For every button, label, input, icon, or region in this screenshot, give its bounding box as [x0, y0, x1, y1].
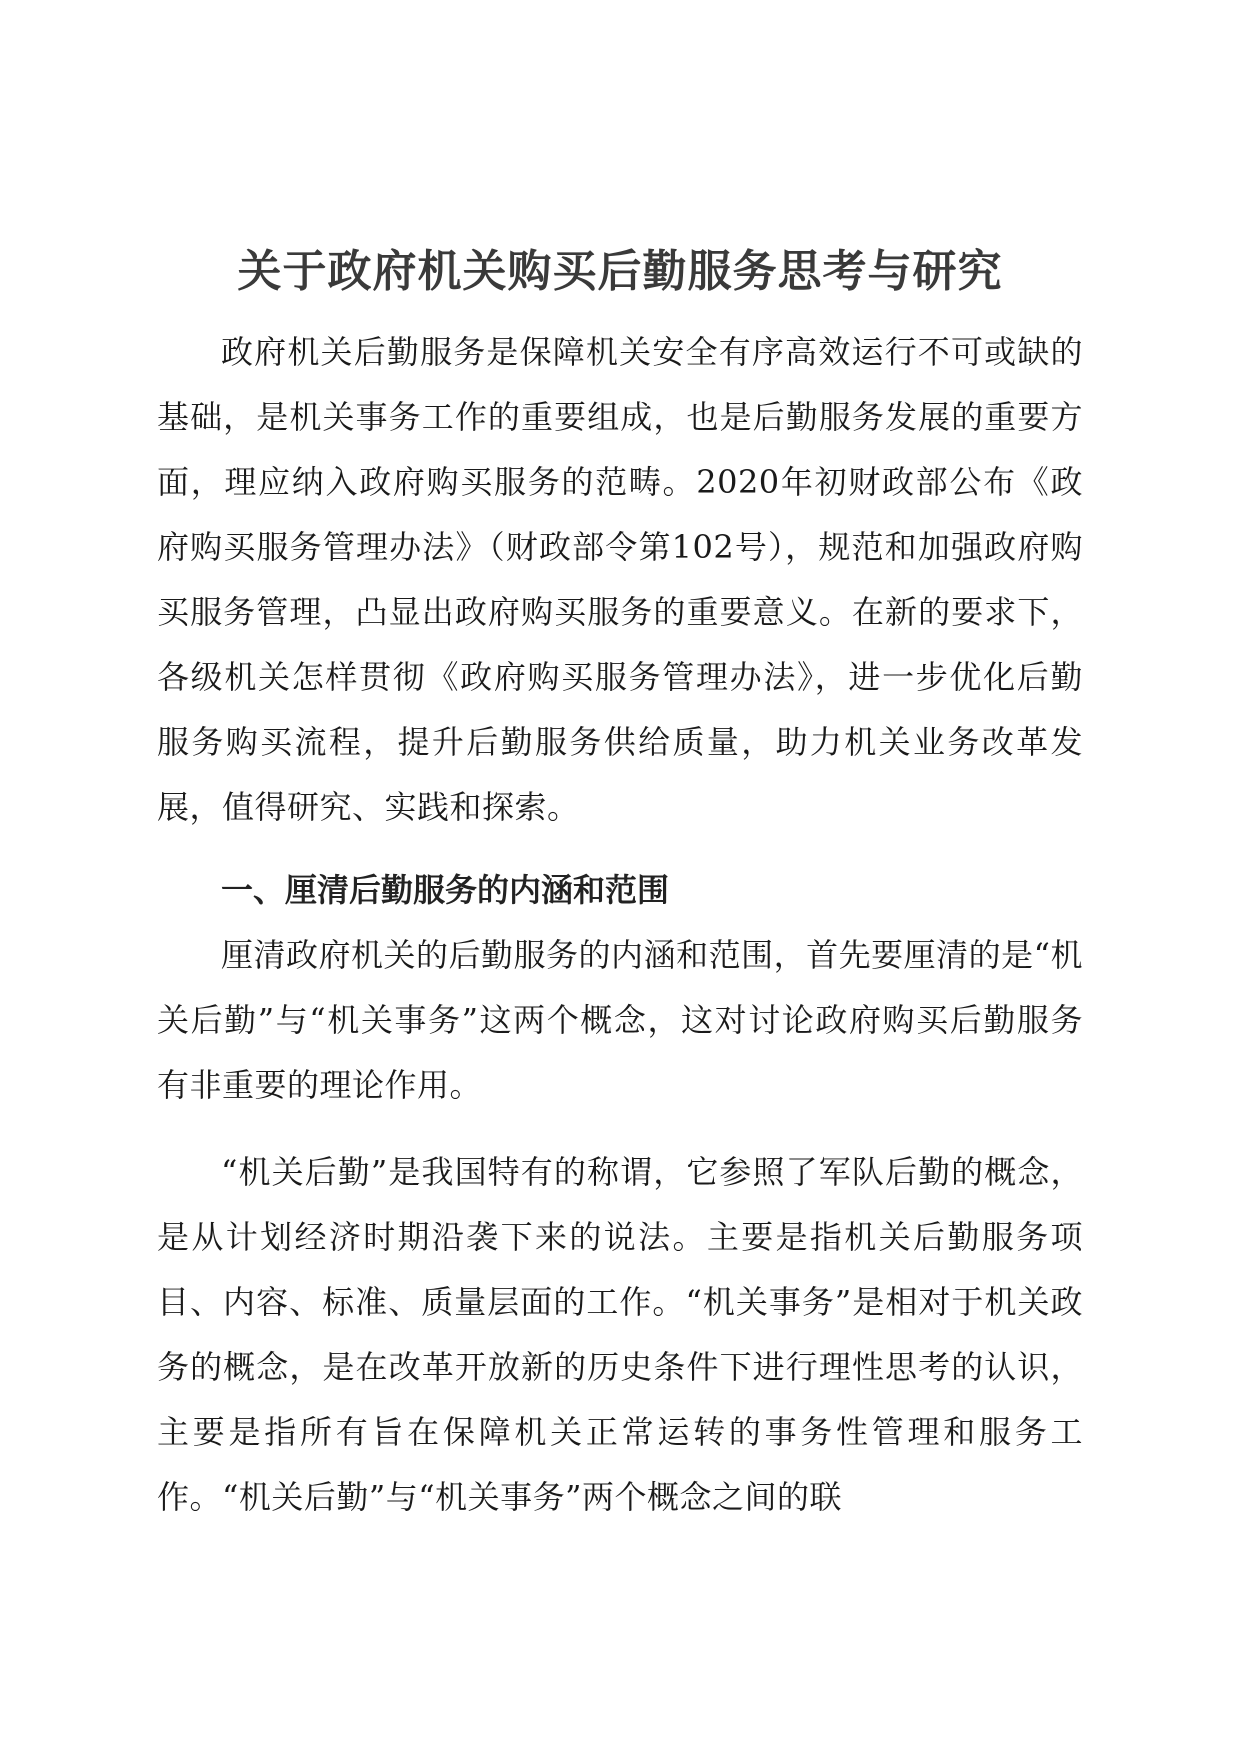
section-heading-1: 一、厘清后勤服务的内涵和范围	[221, 871, 670, 909]
section1-paragraph-1: 厘清政府机关的后勤服务的内涵和范围，首先要厘清的是“机关后勤”与“机关事务”这两个概念，这对讨论政府购买后勤服务有非重要的理论作用。	[157, 936, 1083, 1104]
intro-paragraph: 政府机关后勤服务是保障机关安全有序高效运行不可或缺的基础，是机关事务工作的重要组成，也是后勤服务发展的重要方面，理应纳入政府购买服务的范畴。2020年初财政部公布《政府购买服务管理办法》（财政部令第102号），规范和加强政府购买服务管理，凸显出政府购买服务的重要意义。在新的要求下，各级机关怎样贯彻《政府购买服务管理办法》，进一步优化后勤服务购买流程，提升后勤服务供给质量，助力机关业务改革发展，值得研究、实践和探索。	[157, 333, 1083, 826]
section1-paragraph-2: “机关后勤”是我国特有的称谓，它参照了军队后勤的概念，是从计划经济时期沿袭下来的说法。主要是指机关后勤服务项目、内容、标准、质量层面的工作。“机关事务”是相对于机关政务的概念，是在改革开放新的历史条件下进行理性思考的认识，主要是指所有旨在保障机关正常运转的事务性管理和服务工作。“机关后勤”与“机关事务”两个概念之间的联	[157, 1153, 1083, 1516]
document-title: 关于政府机关购买后勤服务思考与研究	[237, 246, 1003, 297]
